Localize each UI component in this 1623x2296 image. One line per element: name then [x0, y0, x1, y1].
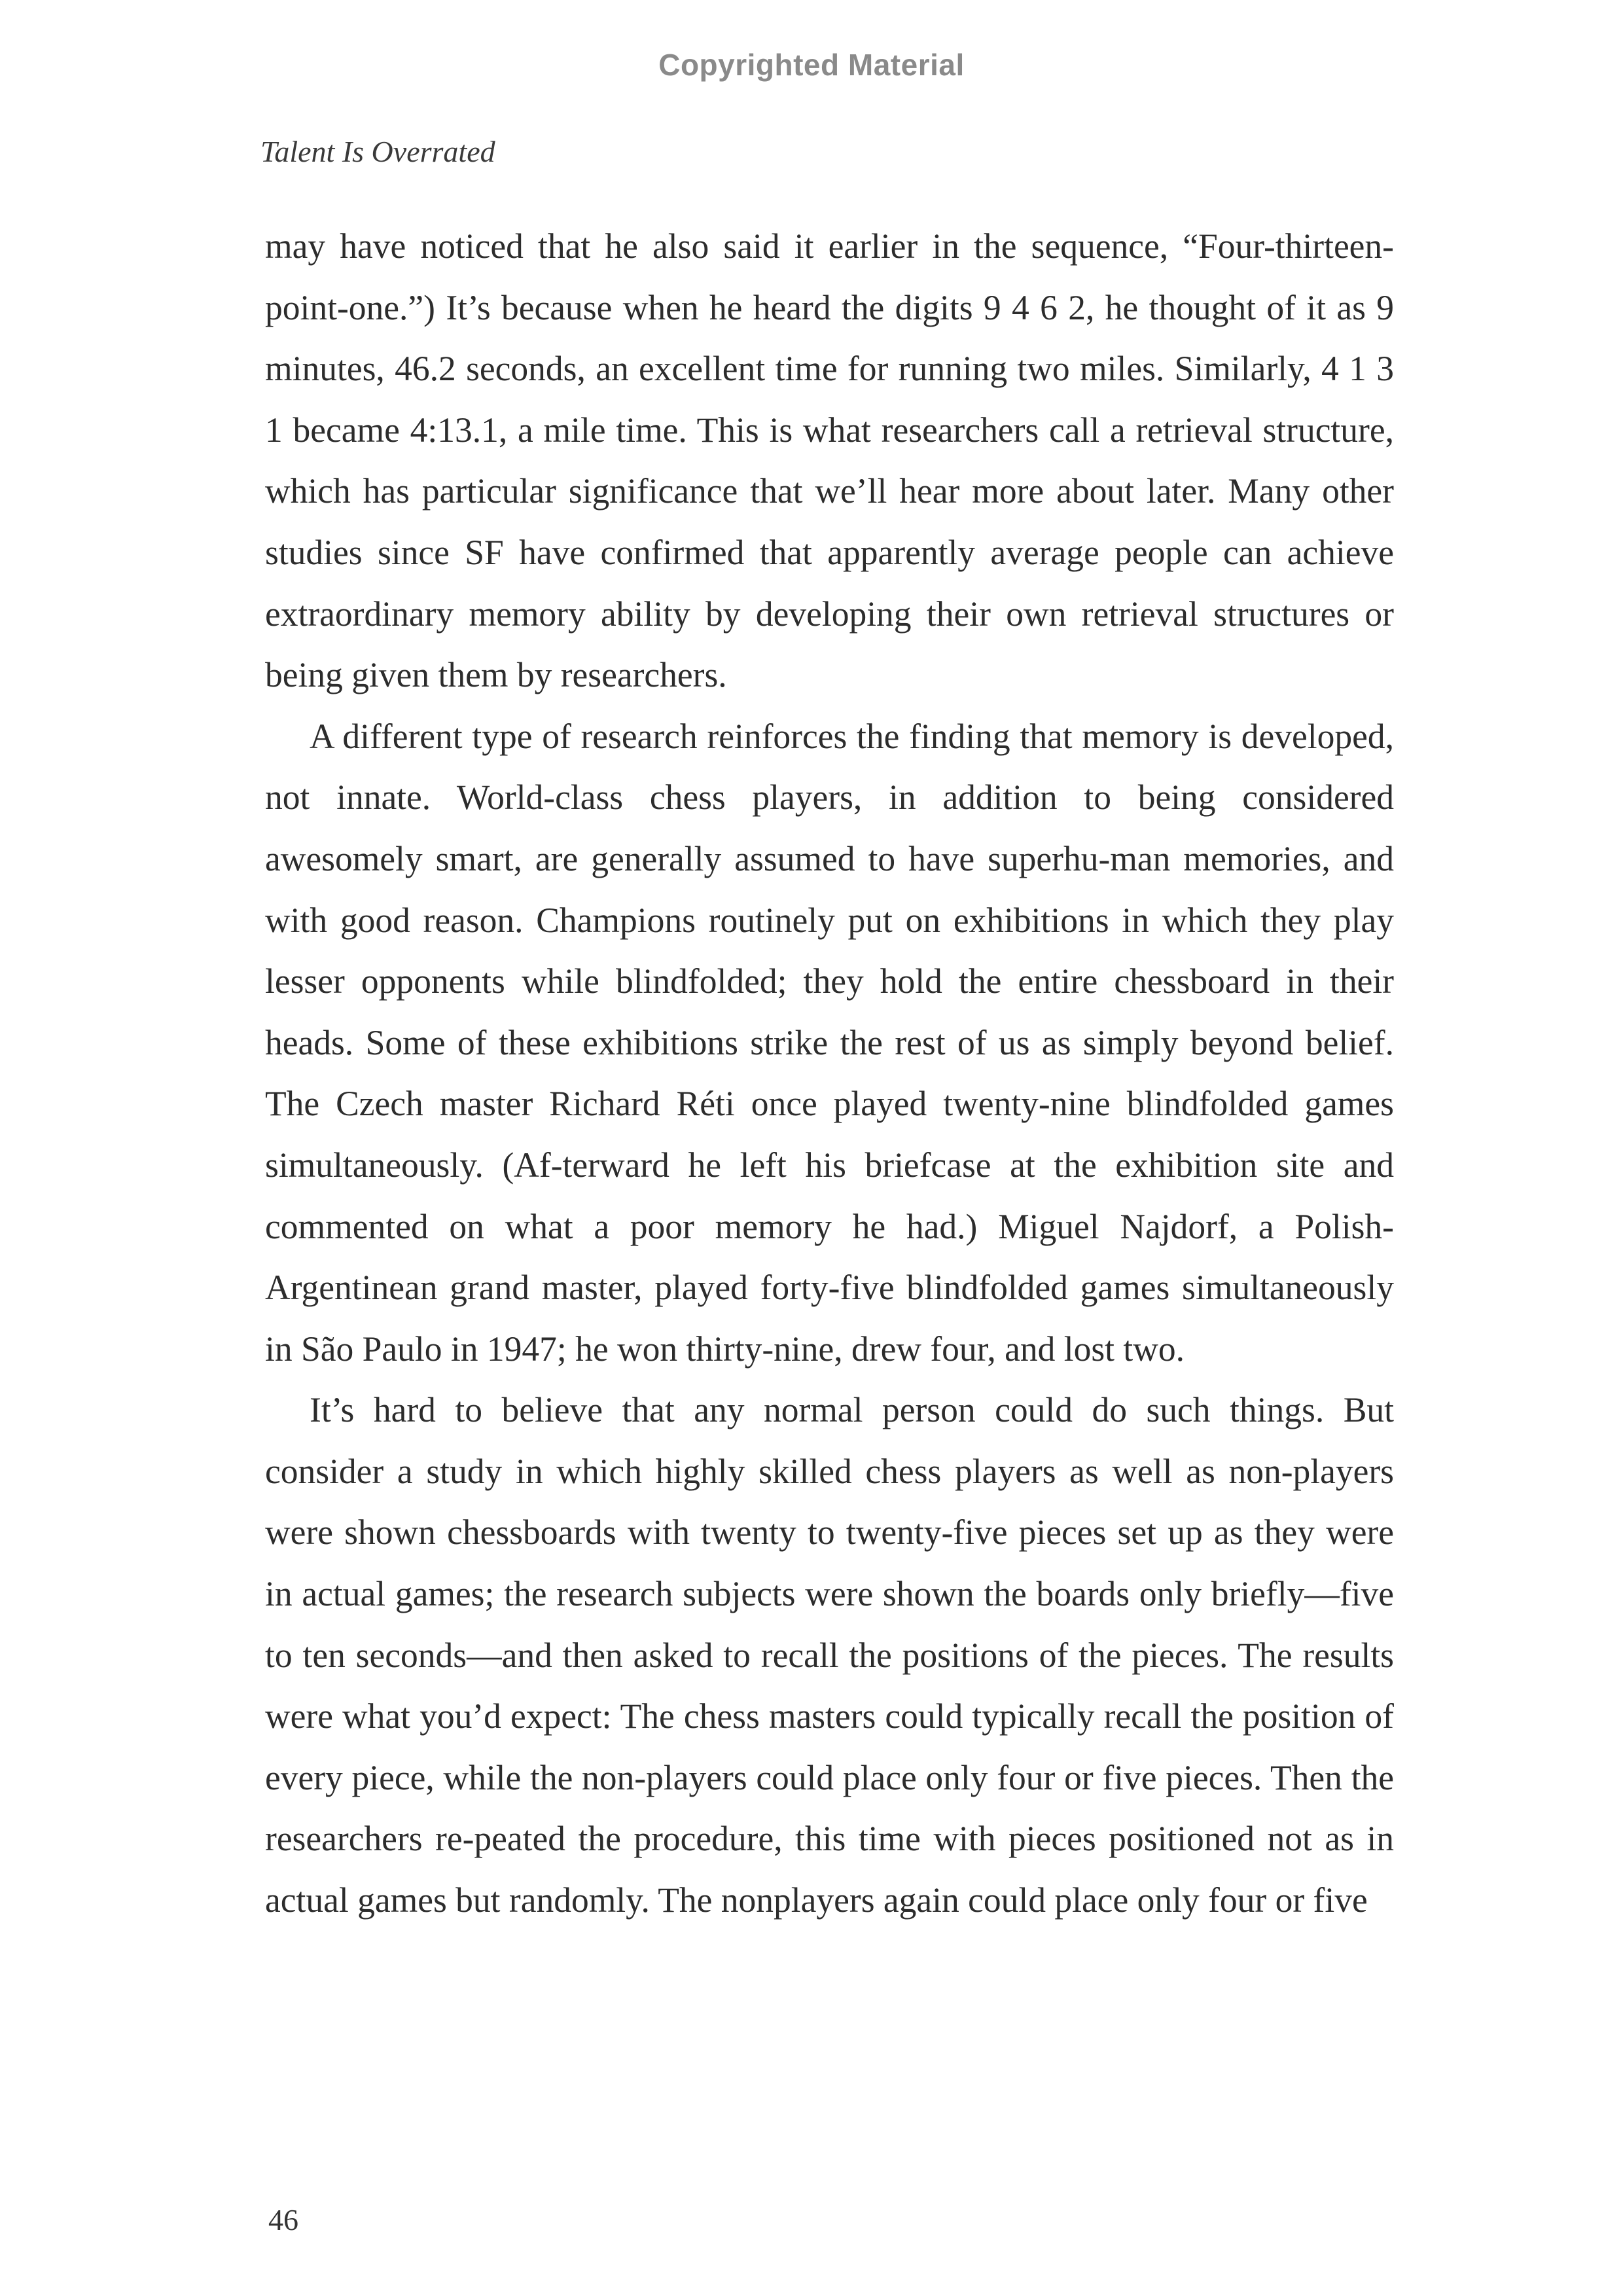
copyright-watermark: Copyrighted Material	[658, 48, 965, 82]
paragraph: A different type of research reinforces the finding that memory is developed, not innate. World-class chess players, in addition to being considered awesomely smart, are generally assumed to have superhu-man memories, and with good reason. Champions routinely put on exhibitions in which they play lesser opponents while blindfolded; they hold the entire chessboard in their heads. Some of these exhibitions strike the rest of us as simply beyond belief. The Czech master Richard Réti once played twenty-nine blindfolded games simultaneously. (Af-terward he left his briefcase at the exhibition site and commented on what a poor memory he had.) Miguel Najdorf, a Polish-Argentinean grand master, played forty-five blindfolded games simultaneously in São Paulo in 1947; he won thirty-nine, drew four, and lost two.	[265, 716, 1394, 1369]
running-head: Talent Is Overrated	[260, 135, 495, 168]
paragraph-continued: may have noticed that he also said it earlier in the sequence, “Four-thirteen-point-one.”) It’s because when he heard the digits 9 4 6 2, he thought of it as 9 minutes, 46.2 seconds, an excellent time for running two miles. Similarly, 4 1 3 1 became 4:13.1, a mile time. This is what researchers call a retrieval structure, which has particular significance that we’ll hear more about later. Many other studies since SF have confirmed that apparently average people can achieve extraordinary memory ability by developing their own retrieval structures or being given them by researchers.	[265, 226, 1394, 695]
body-text	[265, 216, 1394, 1931]
paragraph: It’s hard to believe that any normal person could do such things. But consider a study in which highly skilled chess players as well as non-players were shown chessboards with twenty to twenty-five pieces set up as they were in actual games; the research subjects were shown the boards only briefly—five to ten seconds—and then asked to recall the positions of the pieces. The results were what you’d expect: The chess masters could typically recall the position of every piece, while the non-players could place only four or five pieces. Then the researchers re-peated the procedure, this time with pieces positioned not as in actual games but randomly. The nonplayers again could place only four or five	[265, 1390, 1394, 1920]
page-number: 46	[268, 2203, 298, 2236]
